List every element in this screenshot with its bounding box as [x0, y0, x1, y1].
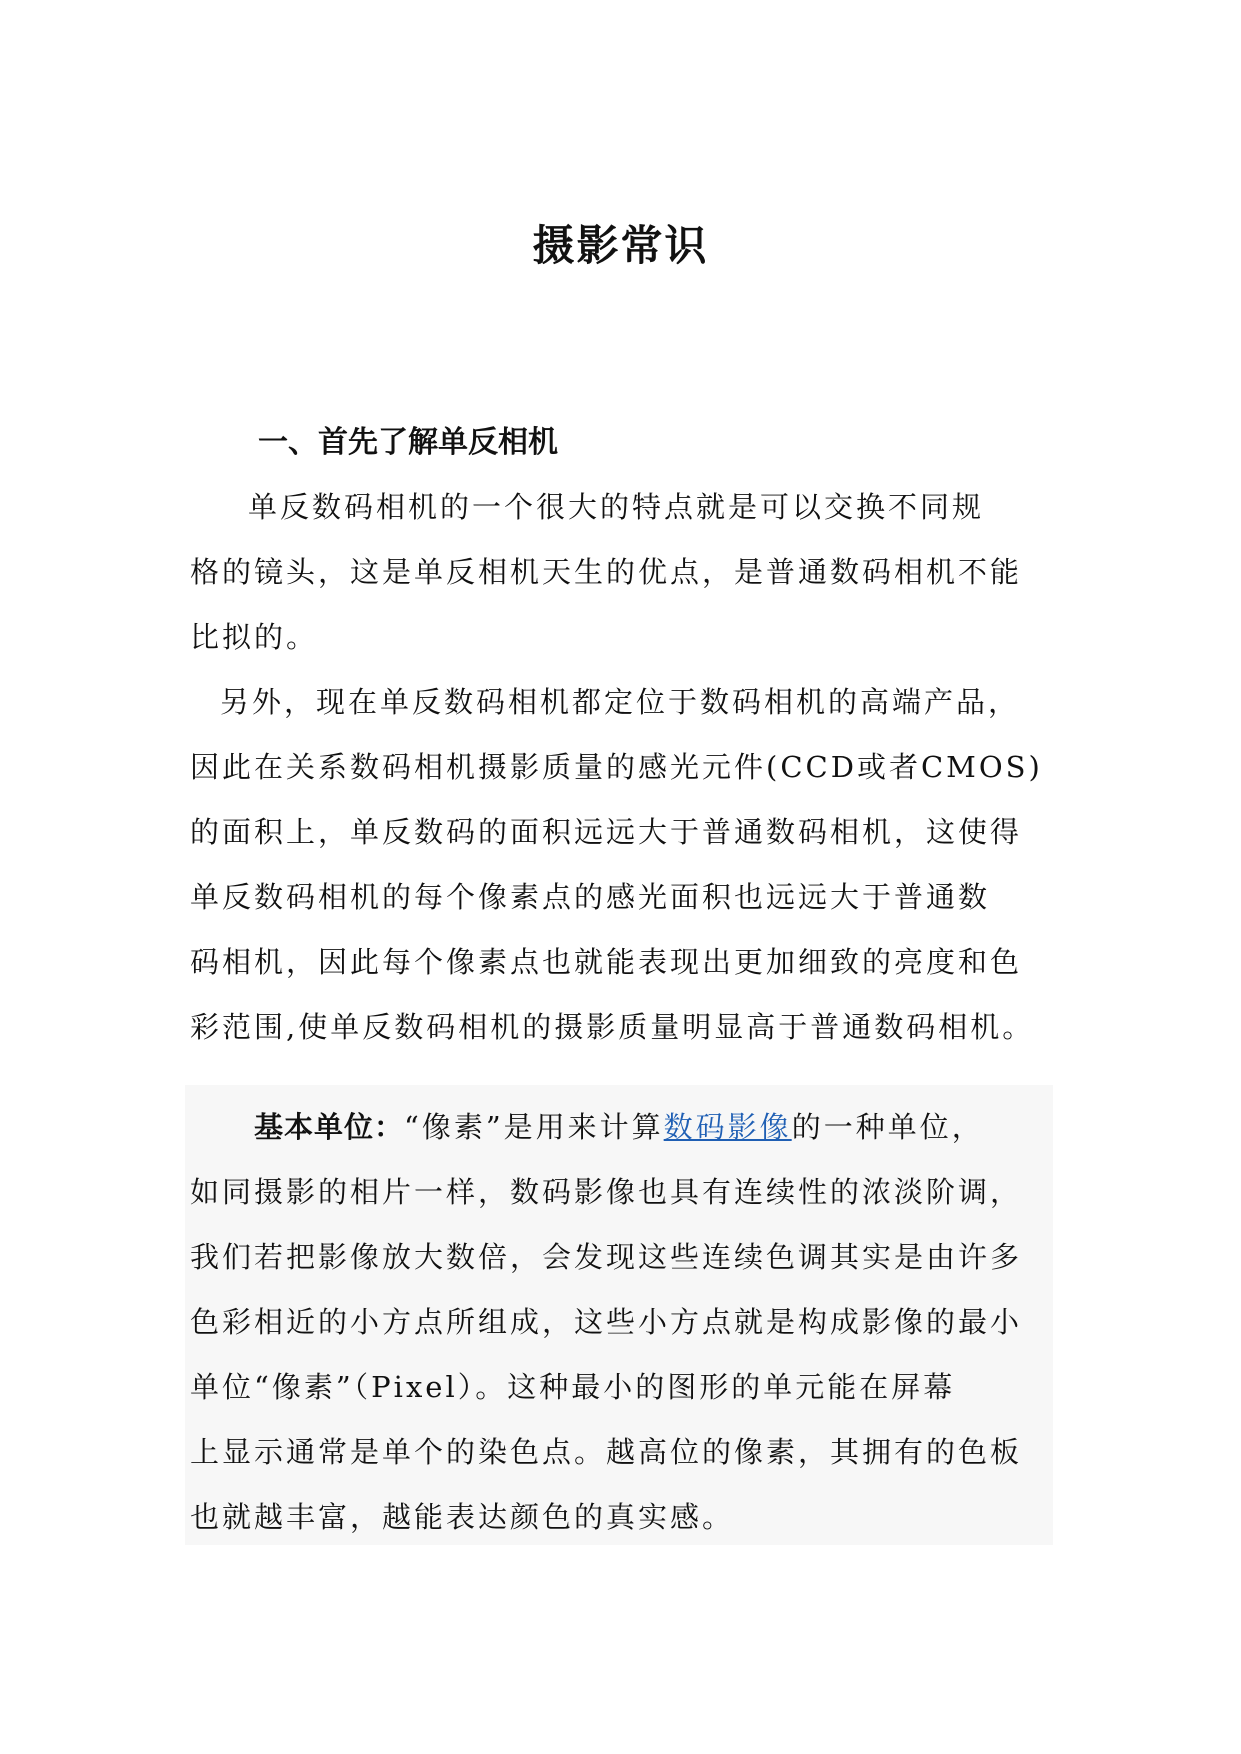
section-heading: 一、首先了解单反相机 — [258, 425, 558, 460]
paragraph-line: 单反数码相机的一个很大的特点就是可以交换不同规 — [248, 490, 985, 524]
pixel-intro-text: “像素”是用来计算 — [404, 1110, 664, 1144]
paragraph-line: 的面积上，单反数码的面积远远大于普通数码相机，这使得 — [190, 815, 1023, 849]
paragraph-line: 比拟的。 — [190, 620, 319, 654]
paragraph-line: 色彩相近的小方点所组成，这些小方点就是构成影像的最小 — [190, 1305, 1023, 1339]
digital-image-link[interactable]: 数码影像 — [663, 1110, 792, 1144]
paragraph-line — [190, 1095, 1070, 1160]
paragraph-line: 另外，现在单反数码相机都定位于数码相机的高端产品， — [220, 685, 1021, 719]
paragraph-line: 如同摄影的相片一样，数码影像也具有连续性的浓淡阶调， — [190, 1175, 1023, 1209]
paragraph-line: 因此在关系数码相机摄影质量的感光元件(CCD或者CMOS) — [190, 750, 1043, 784]
paragraph-line: 上显示通常是单个的染色点。越高位的像素，其拥有的色板 — [190, 1435, 1023, 1469]
basic-unit-label: 基本单位： — [254, 1110, 405, 1144]
paragraph-line: 码相机，因此每个像素点也就能表现出更加细致的亮度和色 — [190, 945, 1023, 979]
pixel-intro-text-end: 的一种单位， — [791, 1110, 984, 1144]
pixel-definition-paragraph — [190, 1095, 1070, 1550]
sensor-paragraph — [190, 670, 1070, 1060]
page-title: 摄影常识 — [532, 221, 709, 270]
paragraph-line: 单反数码相机的每个像素点的感光面积也远远大于普通数 — [190, 880, 991, 914]
intro-paragraph — [190, 475, 1070, 670]
paragraph-line: 彩范围,使单反数码相机的摄影质量明显高于普通数码相机。 — [190, 1010, 1035, 1044]
paragraph-line: 也就越丰富，越能表达颜色的真实感。 — [190, 1500, 735, 1534]
paragraph-line: 我们若把影像放大数倍，会发现这些连续色调其实是由许多 — [190, 1240, 1023, 1274]
paragraph-line: 格的镜头，这是单反相机天生的优点，是普通数码相机不能 — [190, 555, 1023, 589]
paragraph-line: 单位“像素”（Pixel）。这种最小的图形的单元能在屏幕 — [190, 1370, 956, 1404]
